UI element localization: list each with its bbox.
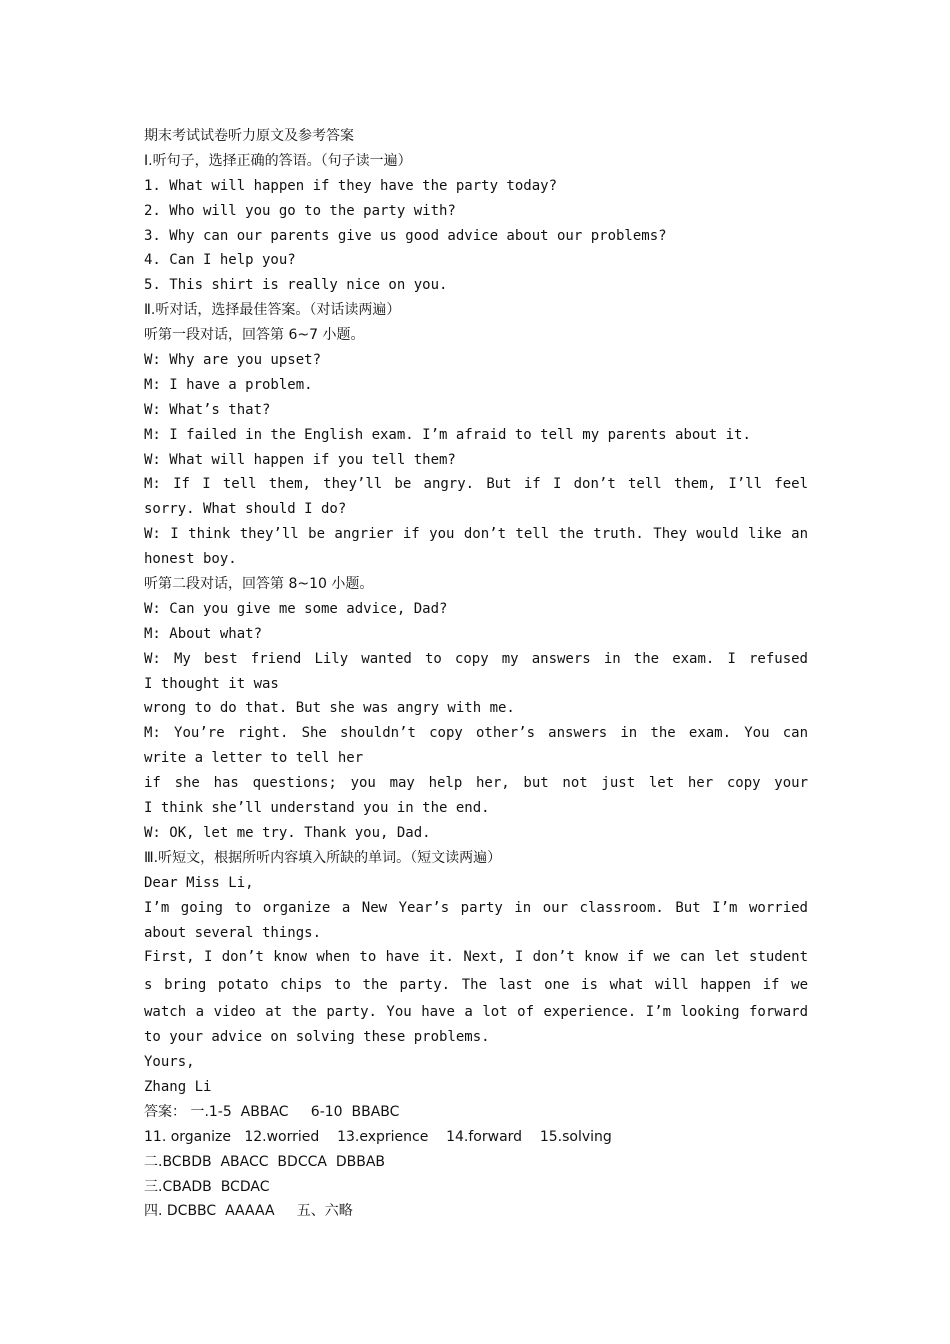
section-1-heading: Ⅰ.听句子，选择正确的答语。（句子读一遍）	[144, 152, 412, 169]
listening-sentence: 5. This shirt is really nice on you.	[144, 277, 448, 294]
dialog-line: M: I have a problem.	[144, 376, 313, 393]
letter-line: Yours,	[144, 1054, 195, 1071]
dialog-line: M: You’re right. She shouldn’t copy other’s answers in the exam. You can	[144, 725, 808, 742]
section-3-heading: Ⅲ.听短文，根据所听内容填入所缺的单词。（短文读两遍）	[144, 849, 502, 866]
letter-line: First, I don’t know when to have it. Next, I don’t know if we can let student	[144, 949, 808, 966]
dialog-1-intro: 听第一段对话，回答第 6~7 小题。	[144, 327, 365, 344]
dialog-line: wrong to do that. But she was angry with me.	[144, 700, 515, 717]
dialog-line: W: I think they’ll be angrier if you don’t tell the truth. They would like an	[144, 526, 808, 543]
answer-key-line: 11. organize 12.worried 13.exprience 14.forward 15.solving	[144, 1128, 612, 1145]
dialog-2-intro: 听第二段对话，回答第 8~10 小题。	[144, 576, 374, 593]
dialog-line: W: Why are you upset?	[144, 352, 322, 369]
listening-sentence: 1. What will happen if they have the party today?	[144, 177, 558, 194]
section-2-heading: Ⅱ.听对话，选择最佳答案。（对话读两遍）	[144, 302, 401, 319]
letter-line: watch a video at the party. You have a lot of experience. I’m looking forward	[144, 1004, 808, 1021]
dialog-line: if she has questions; you may help her, but not just let her copy your	[144, 775, 808, 792]
listening-sentence: 2. Who will you go to the party with?	[144, 202, 456, 219]
dialog-line: W: My best friend Lily wanted to copy my answers in the exam. I refused	[144, 650, 808, 667]
letter-line: Zhang Li	[144, 1078, 212, 1095]
dialog-line: M: About what?	[144, 625, 263, 642]
answer-key-line: 答案： 一.1-5 ABBAC 6-10 BBABC	[144, 1103, 400, 1120]
letter-line: about several things.	[144, 924, 322, 941]
answer-key-line: 二.BCBDB ABACC BDCCA DBBAB	[144, 1153, 386, 1170]
dialog-line: M: If I tell them, they’ll be angry. But if I don’t tell them, I’ll feel	[144, 476, 808, 493]
listening-sentence: 4. Can I help you?	[144, 252, 296, 269]
listening-sentence: 3. Why can our parents give us good advice about our problems?	[144, 227, 667, 244]
answer-sheet-document	[144, 124, 808, 1224]
dialog-line: W: What’s that?	[144, 401, 271, 418]
dialog-line: W: Can you give me some advice, Dad?	[144, 600, 448, 617]
answer-key-line: 三.CBADB BCDAC	[144, 1178, 270, 1195]
dialog-line: I thought it was	[144, 675, 279, 692]
dialog-line: W: OK, let me try. Thank you, Dad.	[144, 824, 431, 841]
dialog-line: W: What will happen if you tell them?	[144, 451, 456, 468]
answer-key-line: 四. DCBBC AAAAA 五、六略	[144, 1203, 353, 1220]
letter-line: Dear Miss Li,	[144, 874, 254, 891]
dialog-line: M: I failed in the English exam. I’m afraid to tell my parents about it.	[144, 426, 751, 443]
letter-line: I’m going to organize a New Year’s party in our classroom. But I’m worried	[144, 899, 808, 916]
document-title: 期末考试试卷听力原文及参考答案	[144, 128, 354, 144]
letter-line: to your advice on solving these problems.	[144, 1029, 490, 1046]
dialog-line: sorry. What should I do?	[144, 501, 347, 518]
letter-line: s bring potato chips to the party. The last one is what will happen if we	[144, 977, 808, 994]
dialog-line: honest boy.	[144, 551, 237, 568]
dialog-line: write a letter to tell her	[144, 750, 364, 767]
dialog-line: I think she’ll understand you in the end.	[144, 800, 490, 817]
